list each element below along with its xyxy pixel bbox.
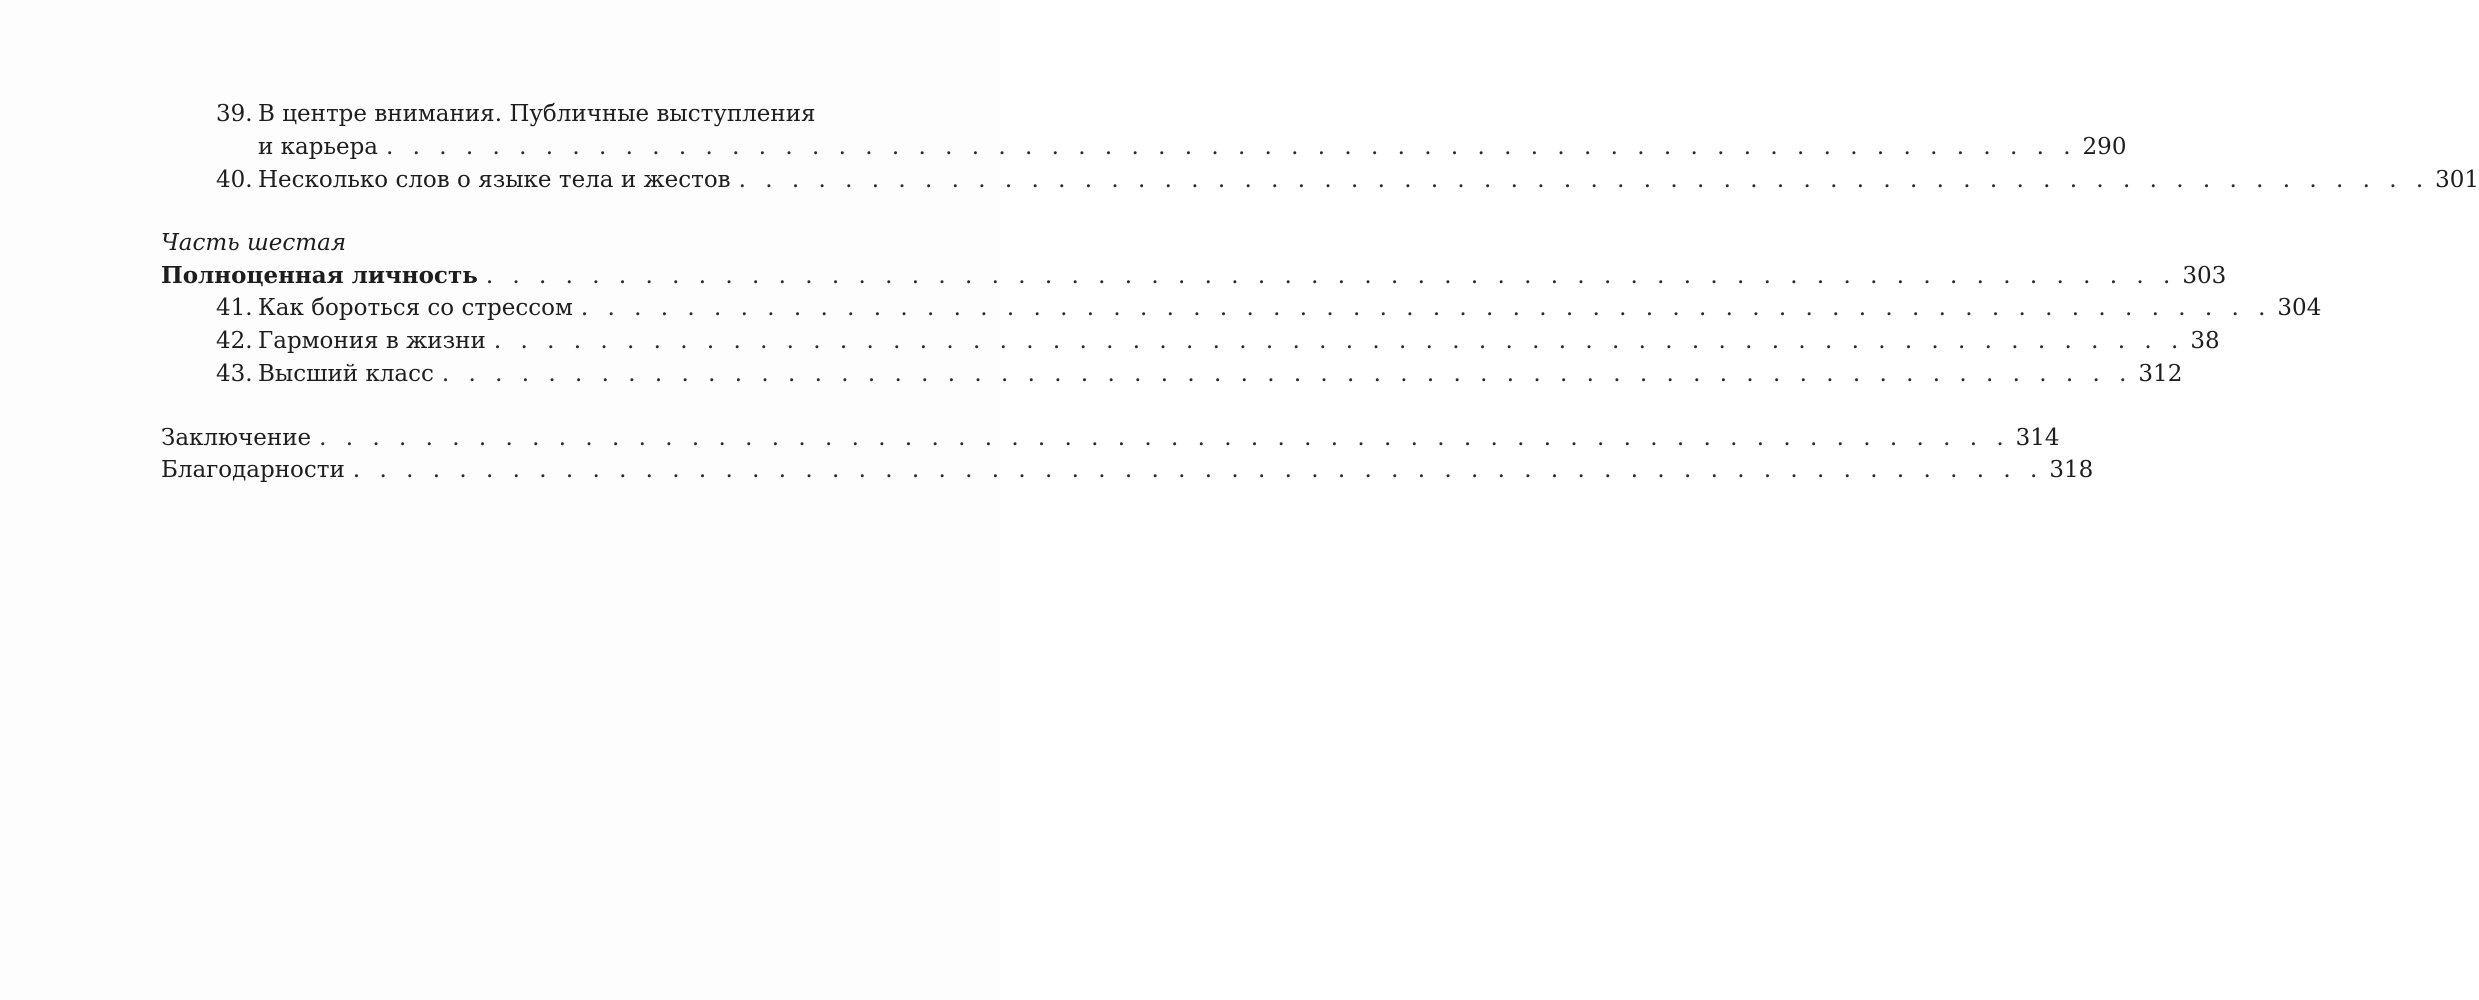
- dot-leader: . . . . . . . . . . . . . . . . . . . . . . . . . . . . . . . . . . . . . . . . . . . . . . . . . . . . . . . . . . . . . . . .: [386, 134, 2077, 160]
- toc-entry-title: Гармония в жизни: [258, 328, 486, 354]
- toc-entry-title: Заключение: [161, 425, 312, 451]
- dot-leader: . . . . . . . . . . . . . . . . . . . . . . . . . . . . . . . . . . . . . . . . . . . . . . . . . . . . . . . . . . . . . . . .: [441, 361, 2133, 387]
- toc-entry-39-line2: [258, 132, 2127, 162]
- toc-entry-number: 42.: [216, 328, 253, 354]
- toc-page-number: 304: [2277, 295, 2322, 321]
- toc-page-number: 314: [2015, 425, 2060, 451]
- part-title: Полноценная личность: [161, 262, 478, 289]
- toc-page-number: 303: [2182, 263, 2227, 289]
- toc-entry-number: 43.: [216, 361, 253, 387]
- toc-page-number: 290: [2082, 134, 2127, 160]
- toc-entry-title: Несколько слов о языке тела и жестов: [258, 167, 731, 193]
- toc-page-number: 301: [2435, 167, 2479, 193]
- toc-entry-40: [216, 165, 2479, 195]
- dot-leader: . . . . . . . . . . . . . . . . . . . . . . . . . . . . . . . . . . . . . . . . . . . . . . . . . . . . . . . . . . . . . . . .: [352, 457, 2044, 483]
- toc-entry-title: В центре внимания. Публичные выступления: [258, 101, 816, 127]
- toc-entry-number: 40.: [216, 167, 253, 193]
- dot-leader: . . . . . . . . . . . . . . . . . . . . . . . . . . . . . . . . . . . . . . . . . . . . . . . . . . . . . . . . . . . . . . . .: [738, 167, 2430, 193]
- toc-entry-title: Как бороться со стрессом: [258, 295, 573, 321]
- dot-leader: . . . . . . . . . . . . . . . . . . . . . . . . . . . . . . . . . . . . . . . . . . . . . . . . . . . . . . . . . . . . . . . .: [493, 328, 2185, 354]
- toc-entry-title: Высший класс: [258, 361, 434, 387]
- toc-entry-41: [216, 293, 2322, 323]
- toc-entry-42: [216, 326, 2220, 356]
- toc-entry-title: Благодарности: [161, 457, 345, 483]
- toc-page-number: 312: [2138, 361, 2183, 387]
- toc-entry-title-continued: и карьера: [258, 134, 379, 160]
- dot-leader: . . . . . . . . . . . . . . . . . . . . . . . . . . . . . . . . . . . . . . . . . . . . . . . . . . . . . . . . . . . . . . . .: [580, 295, 2272, 321]
- toc-entry-43: [216, 359, 2183, 389]
- toc-entry-conclusion: [161, 423, 2060, 453]
- part-label-text: Часть шестая: [161, 230, 347, 256]
- toc-entry-number: 41.: [216, 295, 253, 321]
- toc-page-number: 38: [2190, 328, 2220, 354]
- toc-entry-acknowledgements: [161, 455, 2094, 485]
- toc-entry-39-line1: [216, 99, 858, 129]
- toc-page-number: 318: [2049, 457, 2094, 483]
- part-title-entry: [161, 261, 2227, 291]
- toc-entry-number: 39.: [216, 101, 253, 127]
- dot-leader: . . . . . . . . . . . . . . . . . . . . . . . . . . . . . . . . . . . . . . . . . . . . . . . . . . . . . . . . . . . . . . . .: [485, 263, 2177, 289]
- dot-leader: . . . . . . . . . . . . . . . . . . . . . . . . . . . . . . . . . . . . . . . . . . . . . . . . . . . . . . . . . . . . . . . .: [319, 425, 2010, 451]
- part-label: [161, 228, 858, 258]
